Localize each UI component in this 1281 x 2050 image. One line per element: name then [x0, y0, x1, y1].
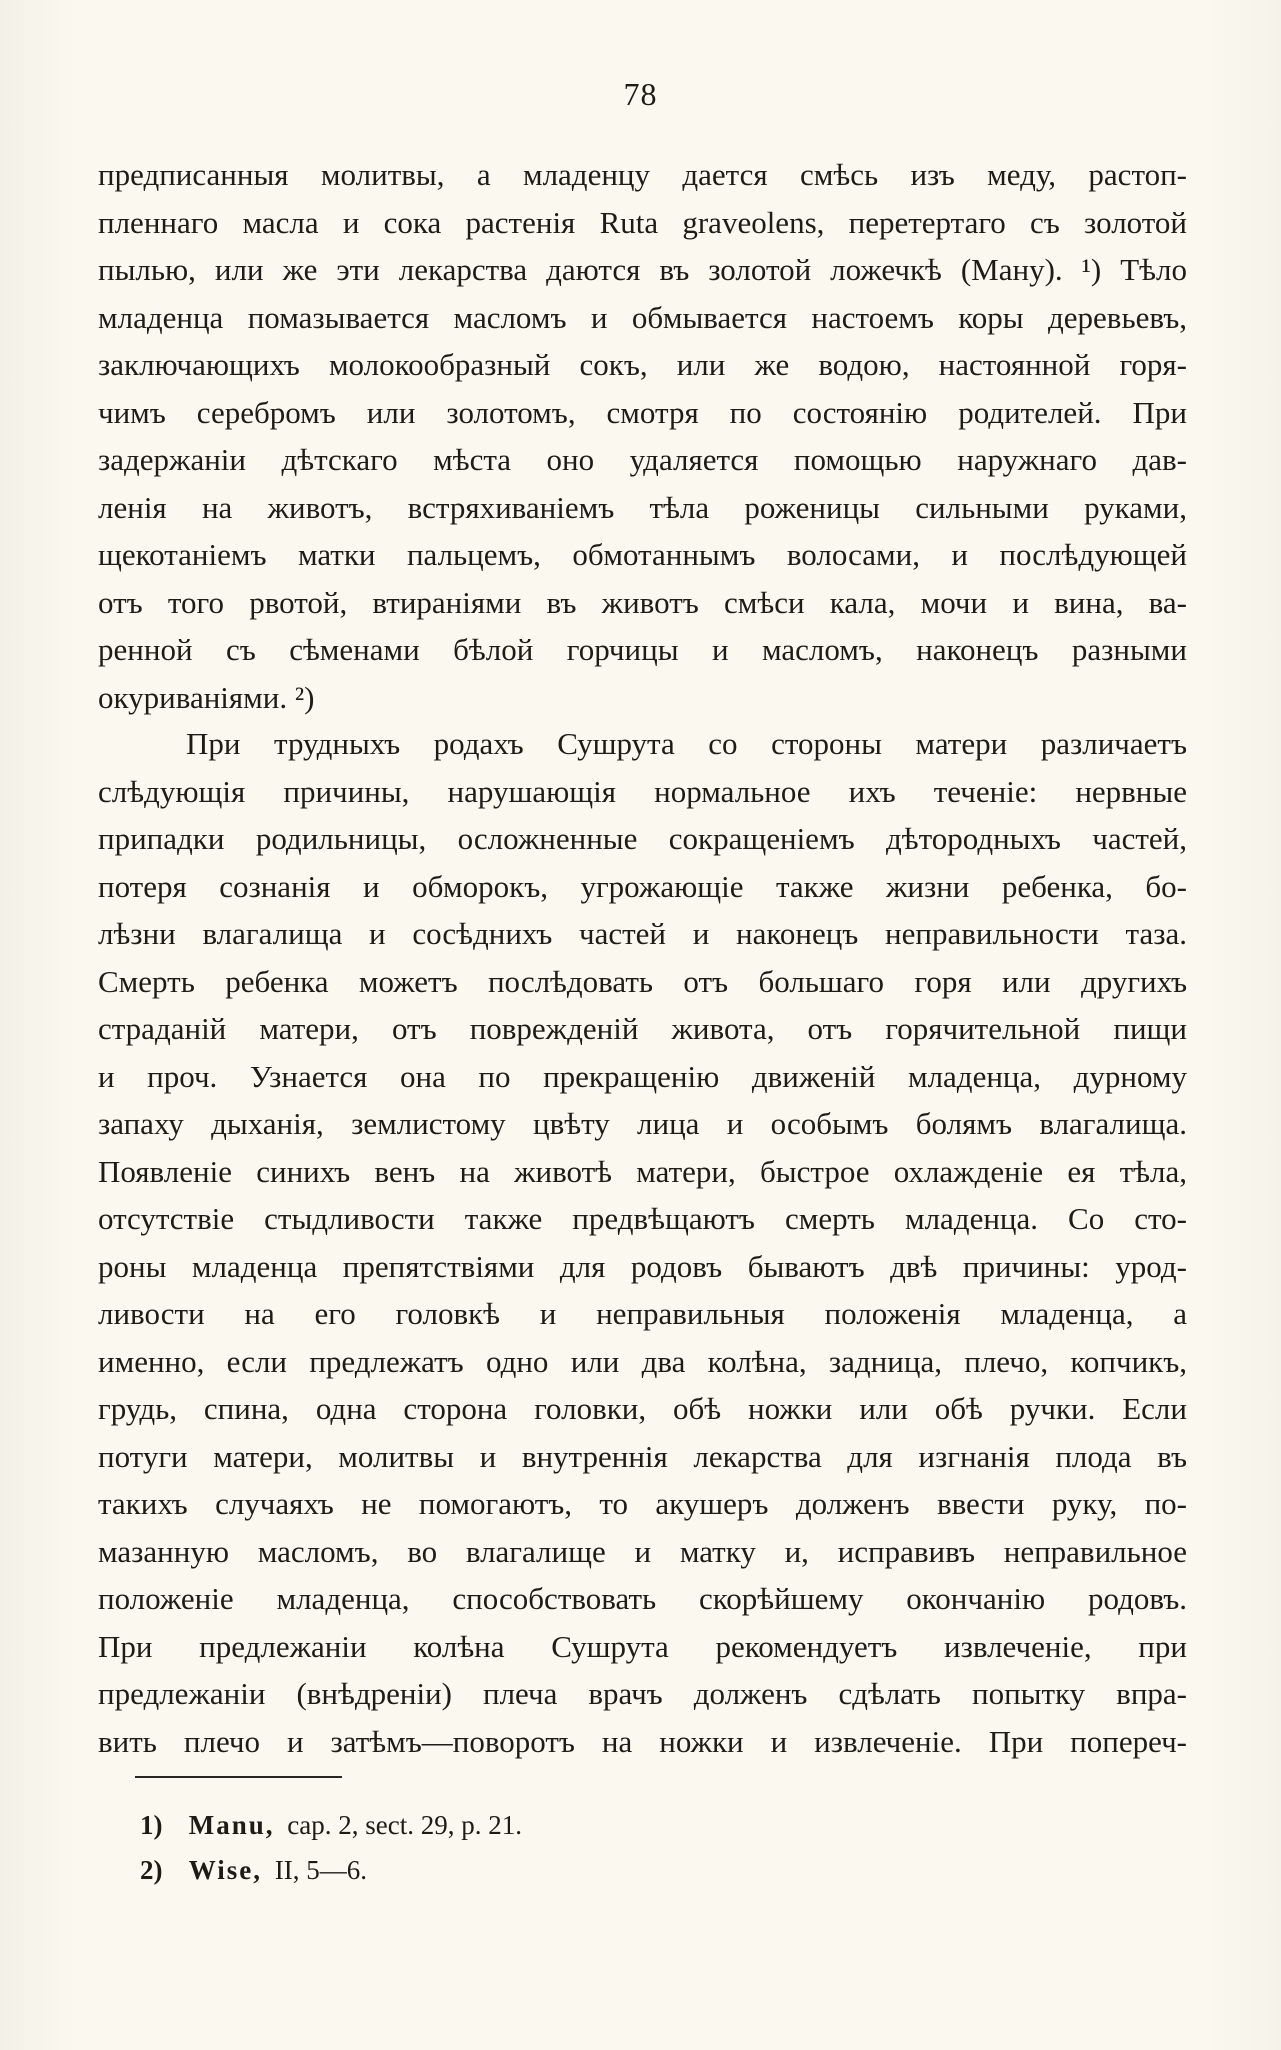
footnote-reference: II, 5—6. — [274, 1855, 367, 1885]
footnote-author: Manu , — [189, 1810, 273, 1840]
text-line: потеря сознанія и обморокъ, угрожающіе также жизни ребенка, бо- — [98, 868, 1187, 904]
text-line: щекотаніемъ матки пальцемъ, обмотаннымъ волосами, и послѣдующей — [98, 537, 1187, 572]
text-line: При предлежаніи колѣна Сушрута рекомендуетъ извлеченіе, при — [98, 1628, 1187, 1664]
text-line: пленнаго масла и сока растенія Ruta graveolens, перетертаго съ золотой — [98, 204, 1187, 240]
footnote-marker: 1 ) — [140, 1803, 182, 1848]
text-line: отсутствіе стыдливости также предвѣщаютъ смерть младенца. Со сто- — [98, 1201, 1187, 1236]
paragraph-1 — [98, 151, 1187, 721]
footnote-divider — [135, 1776, 342, 1778]
text-line: окуриваніями. ²) — [98, 679, 315, 715]
text-line: запаху дыханія, землистому цвѣту лица и особымъ болямъ влагалища. — [98, 1106, 1187, 1141]
text-line: задержаніи дѣтскаго мѣста оно удаляется помощью наружнаго дав- — [98, 442, 1187, 477]
text-line: именно, если предлежатъ одно или два колѣна, задница, плечо, копчикъ, — [98, 1343, 1187, 1379]
text-line: мазанную масломъ, во влагалище и матку и, исправивъ неправильное — [98, 1533, 1187, 1569]
footnote-reference: cap. 2, sect. 29, p. 21. — [287, 1810, 522, 1840]
text-line: заключающихъ молокообразный сокъ, или же водою, настоянной горя- — [98, 347, 1187, 382]
text-line: ленія на животъ, встряхиваніемъ тѣла роженицы сильными руками, — [98, 489, 1187, 525]
text-line: роны младенца препятствіями для родовъ бываютъ двѣ причины: урод- — [98, 1248, 1187, 1284]
text-line: и проч. Узнается она по прекращенію движеній младенца, дурному — [98, 1058, 1187, 1094]
text-line: младенца помазывается масломъ и обмывается настоемъ коры деревьевъ, — [98, 299, 1187, 335]
text-line: слѣдующія причины, нарушающія нормальное ихъ теченіе: нервные — [98, 773, 1187, 809]
footnote-1 — [140, 1803, 522, 1848]
text-line: лѣзни влагалища и сосѣднихъ частей и наконецъ неправильности таза. — [98, 916, 1187, 951]
text-line: предписанныя молитвы, а младенцу дается смѣсь изъ меду, растоп- — [98, 157, 1187, 192]
text-line: ренной съ сѣменами бѣлой горчицы и масломъ, наконецъ разными — [98, 632, 1187, 667]
text-line: положеніе младенца, способствовать скорѣйшему окончанію родовъ. — [98, 1581, 1187, 1616]
text-line: пылью, или же эти лекарства даются въ золотой ложечкѣ (Ману). ¹) Тѣло — [98, 252, 1187, 287]
text-line: Появленіе синихъ венъ на животѣ матери, быстрое охлажденіе ея тѣла, — [98, 1153, 1187, 1189]
text-line: предлежаніи (внѣдреніи) плеча врачъ долженъ сдѣлать попытку впра- — [98, 1676, 1187, 1711]
footnote-author: Wise , — [189, 1855, 260, 1885]
text-line: такихъ случаяхъ не помогаютъ, то акушеръ долженъ ввести руку, по- — [98, 1486, 1187, 1521]
footnotes — [140, 1803, 522, 1893]
text-line: отъ того рвотой, втираніями въ животъ смѣси кала, мочи и вина, ва- — [98, 584, 1187, 620]
text-line: ливости на его головкѣ и неправильныя положенія младенца, а — [98, 1296, 1187, 1331]
footnote-marker: 2 ) — [140, 1848, 182, 1893]
text-line: Смерть ребенка можетъ послѣдовать отъ большаго горя или другихъ — [98, 963, 1187, 999]
text-line: вить плечо и затѣмъ—поворотъ на ножки и извлеченіе. При попереч- — [98, 1723, 1187, 1759]
text-line: грудь, спина, одна сторона головки, обѣ ножки или обѣ ручки. Если — [98, 1391, 1187, 1426]
text-line: При трудныхъ родахъ Сушрута со стороны матери различаетъ — [186, 726, 1187, 761]
footnote-2 — [140, 1848, 522, 1893]
text-line: чимъ серебромъ или золотомъ, смотря по состоянію родителей. При — [98, 394, 1187, 430]
text-line: потуги матери, молитвы и внутреннія лекарства для изгнанія плода въ — [98, 1438, 1187, 1474]
text-line: страданій матери, отъ поврежденій живота, отъ горячительной пищи — [98, 1011, 1187, 1046]
text-line: припадки родильницы, осложненные сокращеніемъ дѣтородныхъ частей, — [98, 821, 1187, 856]
page-number: 78 — [623, 76, 658, 112]
paragraph-2 — [98, 720, 1187, 1765]
